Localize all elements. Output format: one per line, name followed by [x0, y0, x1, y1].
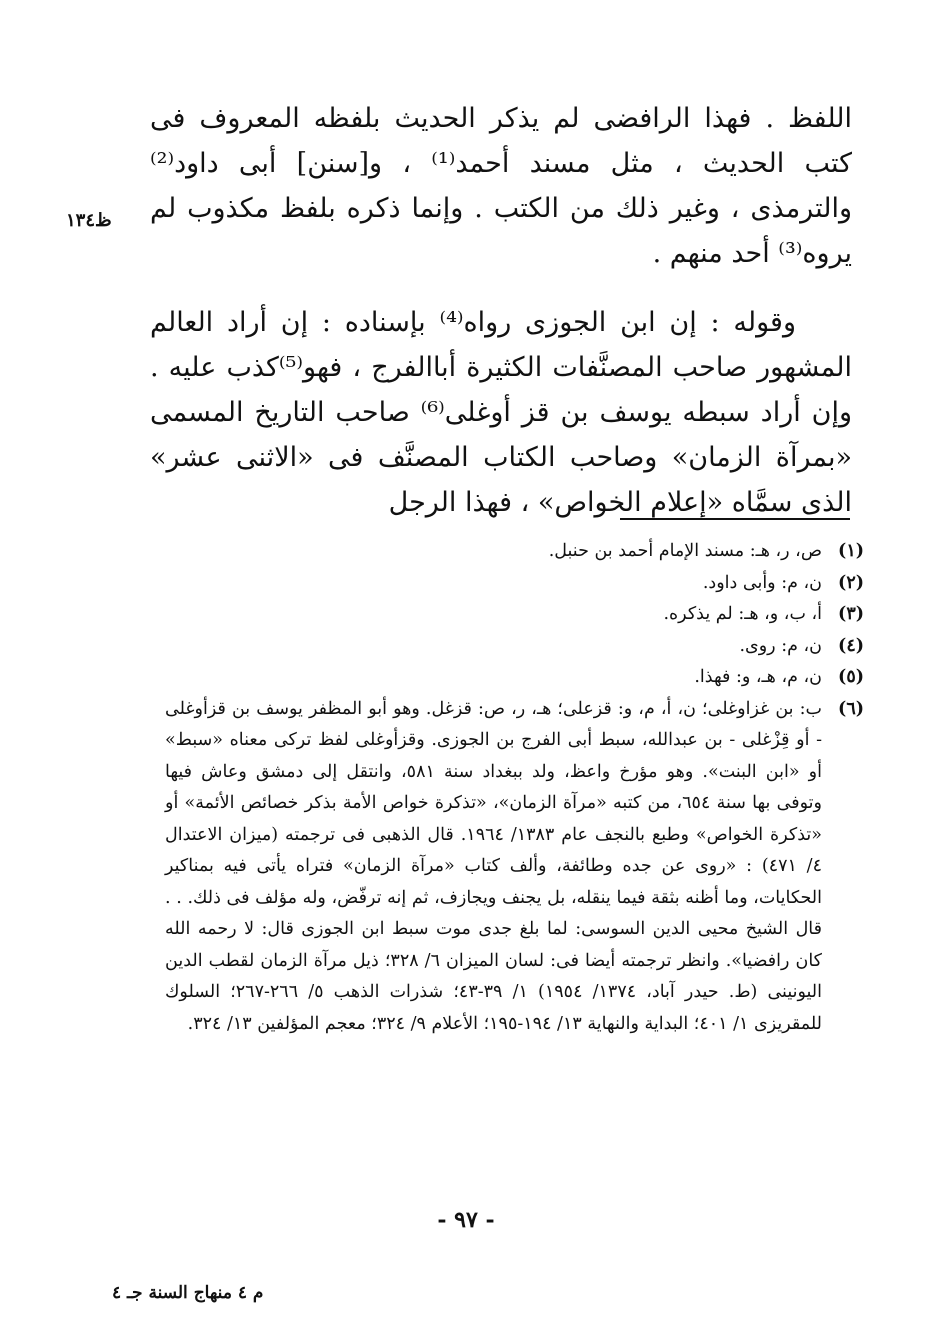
- footnote-number: (١): [838, 541, 864, 561]
- footnote: [165, 694, 864, 1041]
- footnote: [165, 599, 864, 631]
- footnote-number: (٣): [838, 604, 864, 624]
- footnote-text: ن، م، هـ، و: فهذا.: [694, 667, 822, 687]
- main-text: [150, 96, 852, 525]
- footnote: [165, 568, 864, 600]
- footnote-number: (٤): [838, 635, 864, 656]
- footnote-text: أ، ب، و، هـ: لم يذكره.: [663, 604, 822, 624]
- footnote: [165, 631, 864, 663]
- footnote-text: ن، م: روى.: [739, 635, 822, 656]
- footnotes: [165, 536, 864, 1040]
- footnote-divider: [620, 518, 850, 520]
- paragraph: وقوله : إن ابن الجوزى رواه⁽⁴⁾ بإسناده : إن أراد العالم المشهور صاحب المصنَّفات الكثيرة أباالفرج ، فهو⁽⁵⁾كذب عليه . وإن أراد سبطه يوسف بن قز أوغلى⁽⁶⁾ صاحب التاريخ المسمى «بمرآة الزمان» وصاحب الكتاب المصنَّف فى «الاثنى عشر» الذى سمَّاه «إعلام الخواص» ، فهذا الرجل: [150, 307, 853, 518]
- footnote-number: (٥): [838, 667, 864, 687]
- running-footer: م ٤ منهاج السنة جـ ٤: [112, 1283, 264, 1303]
- footnote: [165, 662, 864, 694]
- page-number: - ٩٧ -: [437, 1207, 495, 1233]
- footnote: [165, 536, 864, 568]
- footnote-number: (٦): [838, 698, 864, 719]
- footnote-text: ن، م: وأبى داود.: [702, 572, 822, 593]
- paragraph: اللفظ . فهذا الرافضى لم يذكر الحديث بلفظه المعروف فى كتب الحديث ، مثل مسند أحمد⁽¹⁾ ، و[سنن] أبى داود⁽²⁾ والترمذى ، وغير ذلك من الكتب . وإنما ذكره بلفظ مكذوب لم يروه⁽³⁾ أحد منهم .: [150, 103, 852, 269]
- footnote-number: (٢): [838, 572, 864, 593]
- footnote-text: ص، ر، هـ: مسند الإمام أحمد بن حنبل.: [548, 541, 822, 561]
- footnote-text: ب: بن غزاوغلى؛ ن، أ، م، و: قزعلى؛ هـ، ر، ص: قزغل. وهو أبو المظفر يوسف بن قزأوغلى - أو قِزْغلى - بن عبدالله، سبط أبى الفرج بن الجوزى. وقزأوغلى لفظ تركى معناه «سبط» أو «ابن البنت». وهو مؤرخ واعظ، ولد ببغداد سنة ٥٨١، وانتقل إلى دمشق وعاش فيها وتوفى بها سنة ٦٥٤، من كتبه «مرآة الزمان»، «تذكرة خواص الأمة بذكر خصائص الأئمة» أو «تذكرة الخواص» وطبع بالنجف عام ١٣٨٣/ ١٩٦٤. قال الذهبى فى ترجمته (ميزان الاعتدال ٤/ ٤٧١) : «روى عن جده وطائفة، وألف كتاب «مرآة الزمان» فتراه يأتى فيه بمناكير الحكايات، وما أظنه بثقة فيما ينقله، بل يجنف ويجازف، ثم إنه ترفّض، وله مؤلف فى ذلك. . . قال الشيخ محيى الدين السوسى: لما بلغ جدى موت سبط ابن الجوزى قال: لا رحمه الله كان رافضيا». وانظر ترجمته أيضا فى: لسان الميزان ٦/ ٣٢٨؛ ذيل مرآة الزمان لقطب الدين اليونينى (ط. حيدر آباد، ١٣٧٤/ ١٩٥٤) ١/ ٣٩-٤٣؛ شذرات الذهب ٥/ ٢٦٦-٢٦٧؛ السلوك للمقريزى ١/ ٤٠١؛ البداية والنهاية ١٣/ ١٩٤-١٩٥؛ الأعلام ٩/ ٣٢٤؛ معجم المؤلفين ١٣/ ٣٢٤.: [165, 698, 822, 1034]
- margin-note: ظ١٣٤: [66, 210, 112, 231]
